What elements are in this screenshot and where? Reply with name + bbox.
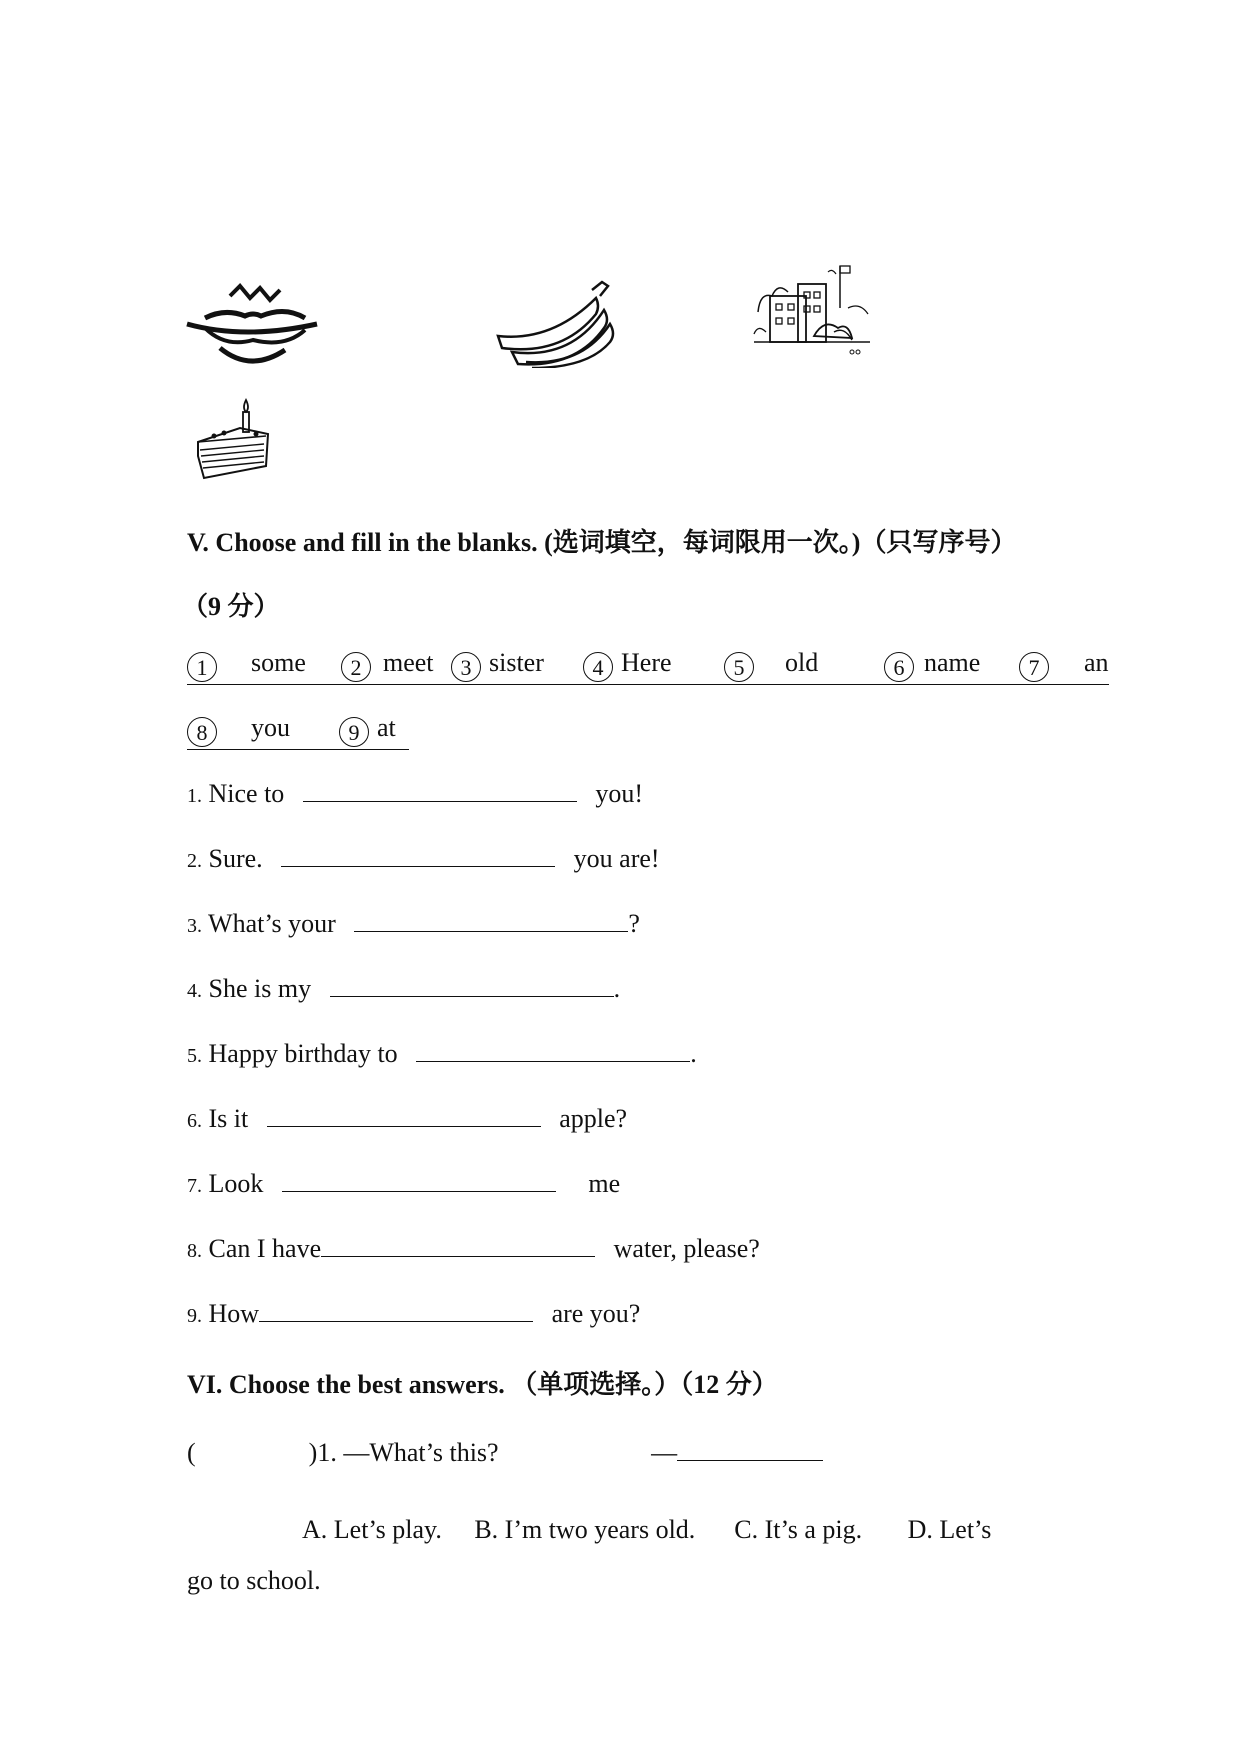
circled-number: 1	[187, 652, 217, 682]
word-bank-word: old	[785, 648, 819, 677]
question-7	[187, 1169, 620, 1199]
question-3	[187, 909, 640, 939]
answer-blank[interactable]	[282, 1169, 556, 1192]
mc-options-line-2: go to school.	[187, 1566, 321, 1595]
question-8	[187, 1234, 760, 1264]
answer-blank[interactable]	[321, 1234, 595, 1257]
question-text: She is my	[208, 974, 312, 1003]
question-text: How	[208, 1299, 260, 1328]
mc-question-text: —What’s this?	[343, 1438, 499, 1467]
question-text-after: you!	[595, 779, 643, 808]
question-2	[187, 844, 660, 874]
question-number: 3.	[187, 915, 202, 937]
section-5-title: V. Choose and fill in the blanks. (选词填空，每词限用一次。)（只写序号）	[187, 528, 1017, 557]
question-text-after: apple?	[559, 1104, 628, 1133]
circled-number: 5	[724, 652, 754, 682]
answer-blank[interactable]	[281, 844, 555, 867]
word-bank-item	[1019, 648, 1049, 682]
answer-blank[interactable]	[677, 1438, 823, 1461]
answer-blank[interactable]	[330, 974, 614, 997]
question-text: What’s your	[208, 909, 336, 938]
question-text: Nice to	[208, 779, 285, 808]
circled-number: 8	[187, 717, 217, 747]
question-number: 1.	[187, 785, 202, 807]
question-4	[187, 974, 620, 1004]
mc-options-line-1: A. Let’s play. B. I’m two years old. C. It’s a pig. D. Let’s	[302, 1515, 992, 1544]
school-icon	[752, 262, 872, 362]
circled-number: 2	[341, 652, 371, 682]
circled-number: 4	[583, 652, 613, 682]
question-number: 8.	[187, 1240, 202, 1262]
question-number: 5.	[187, 1045, 202, 1067]
word-bank-word: meet	[383, 648, 434, 677]
answer-paren-close: )1.	[308, 1438, 337, 1467]
word-bank-item	[451, 648, 481, 682]
question-text: Can I have	[208, 1234, 322, 1263]
circled-number: 6	[884, 652, 914, 682]
question-text-after: you are!	[573, 844, 660, 873]
question-9	[187, 1299, 640, 1329]
question-text-after: .	[613, 974, 621, 1003]
circled-number: 7	[1019, 652, 1049, 682]
word-bank-word: you	[251, 713, 290, 742]
question-text-after: .	[690, 1039, 697, 1068]
mouth-icon	[185, 278, 320, 368]
question-text-after: me	[588, 1169, 621, 1198]
section-6-title: VI. Choose the best answers. （单项选择。）（12 分）	[187, 1370, 778, 1399]
answer-dash: —	[651, 1438, 678, 1467]
word-bank-item	[583, 648, 613, 682]
question-text: Happy birthday to	[208, 1039, 398, 1068]
word-bank-item	[187, 648, 217, 682]
word-bank-word: sister	[489, 648, 544, 677]
question-1	[187, 779, 643, 809]
banana-icon	[492, 276, 622, 368]
word-bank-item	[341, 648, 371, 682]
question-text-after: water, please?	[613, 1234, 760, 1263]
question-text-after: are you?	[551, 1299, 641, 1328]
question-number: 2.	[187, 850, 202, 872]
question-number: 9.	[187, 1305, 202, 1327]
question-text-after: ?	[628, 909, 640, 938]
word-bank-word: some	[251, 648, 306, 677]
answer-blank[interactable]	[267, 1104, 541, 1127]
word-bank-word: Here	[621, 648, 672, 677]
word-bank-item	[724, 648, 754, 682]
question-text: Is it	[208, 1104, 249, 1133]
question-number: 6.	[187, 1110, 202, 1132]
circled-number: 3	[451, 652, 481, 682]
word-bank-item	[884, 648, 914, 682]
answer-blank[interactable]	[416, 1039, 690, 1062]
question-text: Sure.	[208, 844, 263, 873]
word-bank-item	[187, 713, 217, 747]
word-bank-word: name	[924, 648, 981, 677]
question-6	[187, 1104, 627, 1134]
word-bank-word: at	[377, 713, 396, 742]
mc-question-1	[187, 1438, 823, 1468]
answer-blank[interactable]	[303, 779, 577, 802]
circled-number: 9	[339, 717, 369, 747]
answer-blank[interactable]	[354, 909, 628, 932]
answer-paren-open: (	[187, 1438, 196, 1467]
answer-blank[interactable]	[259, 1299, 533, 1322]
question-5	[187, 1039, 697, 1069]
word-bank-word: an	[1084, 648, 1109, 677]
birthday-cake-icon	[194, 396, 274, 482]
question-number: 4.	[187, 980, 202, 1002]
question-text: Look	[208, 1169, 264, 1198]
word-bank-row-2	[187, 713, 409, 750]
section-5-score: （9 分）	[182, 592, 280, 621]
word-bank-row-1	[187, 648, 1109, 685]
word-bank-item	[339, 713, 369, 747]
question-number: 7.	[187, 1175, 202, 1197]
